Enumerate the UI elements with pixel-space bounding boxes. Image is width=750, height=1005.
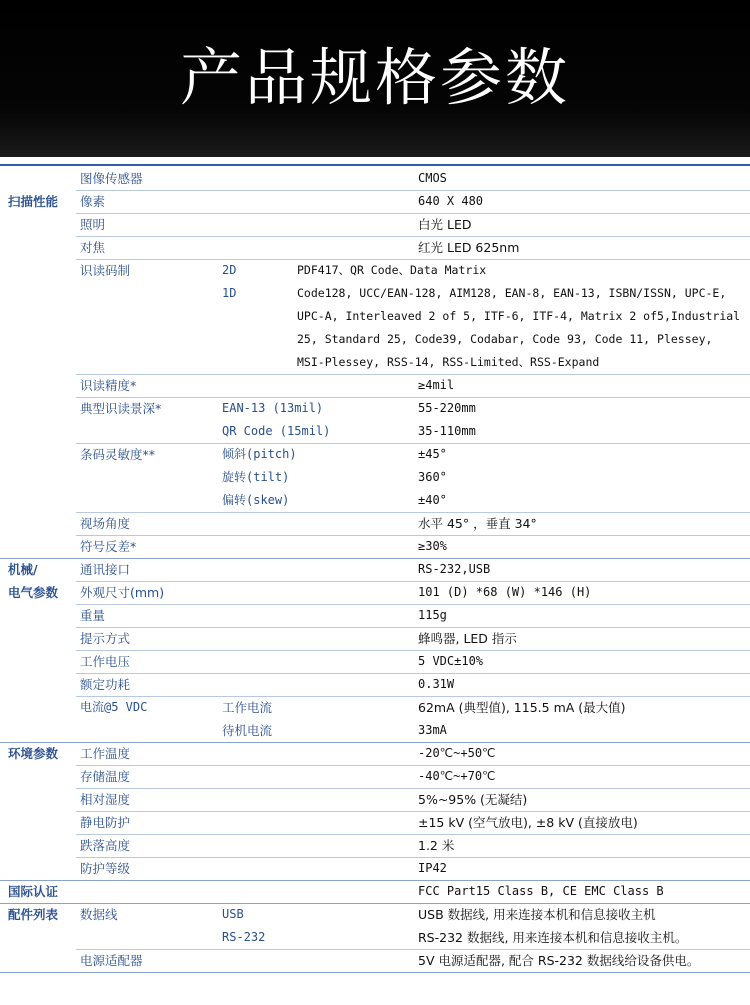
table-row — [0, 397, 750, 420]
table-row — [0, 558, 750, 581]
table-row — [0, 466, 750, 489]
sub-label: 2D — [222, 263, 237, 277]
table-row — [0, 535, 750, 558]
item-value: ±40° — [418, 493, 447, 507]
table-row — [0, 627, 750, 650]
table-row — [0, 282, 750, 305]
group-label-mech: 机械/ — [8, 562, 38, 577]
sub-label: 偏转(skew) — [222, 493, 290, 507]
item-value: -40℃~+70℃ — [418, 769, 496, 783]
item-label: 电流@5 VDC — [80, 700, 148, 714]
item-label: 照明 — [80, 217, 106, 232]
item-value: 25, Standard 25, Code39, Codabar, Code 93, Code 11, Plessey, — [297, 332, 713, 346]
item-value: USB 数据线, 用来连接本机和信息接收主机 — [418, 907, 656, 922]
table-row — [0, 420, 750, 443]
group-label-scan: 扫描性能 — [8, 194, 59, 209]
table-row — [0, 650, 750, 673]
sub-label: 待机电流 — [222, 723, 273, 738]
item-label: 重量 — [80, 608, 106, 623]
table-row — [0, 765, 750, 788]
table-row — [0, 949, 750, 972]
sub-label: 工作电流 — [222, 700, 273, 715]
sub-label: EAN-13 (13mil) — [222, 401, 324, 415]
item-label: 电源适配器 — [80, 953, 143, 968]
table-row — [0, 581, 750, 604]
item-value: 白光 LED — [418, 217, 472, 232]
table-row — [0, 213, 750, 236]
item-value: ≥30% — [418, 539, 447, 553]
table-row — [0, 903, 750, 926]
table-row — [0, 328, 750, 351]
item-value: Code128, UCC/EAN-128, AIM128, EAN-8, EAN-13, ISBN/ISSN, UPC-E, — [297, 286, 727, 300]
item-label: 工作温度 — [80, 746, 131, 761]
item-value: IP42 — [418, 861, 447, 875]
page-title: 产品规格参数 — [179, 41, 570, 114]
header-banner — [0, 0, 750, 157]
item-label: 跌落高度 — [80, 838, 131, 853]
item-label: 提示方式 — [80, 631, 131, 646]
item-value: 0.31W — [418, 677, 455, 691]
item-value: 1.2 米 — [418, 838, 455, 853]
item-value: 101 (D) *68 (W) *146 (H) — [418, 585, 592, 599]
item-value: MSI-Plessey, RSS-14, RSS-Limited、RSS-Expand — [297, 355, 600, 369]
table-row — [0, 351, 750, 374]
table-row — [0, 857, 750, 880]
table-row — [0, 374, 750, 397]
item-value: 33mA — [418, 723, 447, 737]
item-value: PDF417、QR Code、Data Matrix — [297, 263, 487, 277]
item-label: 工作电压 — [80, 654, 131, 669]
table-bottom-rule — [0, 972, 750, 974]
item-value: 115g — [418, 608, 447, 622]
table-row — [0, 443, 750, 466]
item-value: 62mA (典型值), 115.5 mA (最大值) — [418, 700, 626, 715]
group-label-mech-2: 电气参数 — [8, 585, 59, 600]
item-label: 静电防护 — [80, 815, 131, 830]
table-row — [0, 926, 750, 949]
item-value: 360° — [418, 470, 447, 484]
table-row — [0, 512, 750, 535]
item-value: FCC Part15 Class B, CE EMC Class B — [418, 884, 664, 898]
sub-label: QR Code (15mil) — [222, 424, 331, 438]
table-row — [0, 604, 750, 627]
item-value: UPC-A, Interleaved 2 of 5, ITF-6, ITF-4, Matrix 2 of5,Industrial — [297, 309, 741, 323]
group-label-env: 环境参数 — [8, 746, 59, 761]
table-row — [0, 167, 750, 190]
item-label: 额定功耗 — [80, 677, 131, 692]
table-row — [0, 811, 750, 834]
item-value: ≥4mil — [418, 378, 455, 392]
item-value: 55-220mm — [418, 401, 476, 415]
spec-table — [0, 167, 750, 974]
item-value: ±15 kV (空气放电), ±8 kV (直接放电) — [418, 815, 638, 830]
table-row — [0, 834, 750, 857]
item-label: 图像传感器 — [80, 171, 143, 186]
item-label: 存储温度 — [80, 769, 131, 784]
divider — [0, 157, 750, 165]
item-value: 5V 电源适配器, 配合 RS-232 数据线给设备供电。 — [418, 953, 700, 968]
sub-label: 倾斜(pitch) — [222, 447, 297, 461]
table-row — [0, 190, 750, 213]
sub-label: 1D — [222, 286, 237, 300]
item-label: 防护等级 — [80, 861, 131, 876]
item-label: 视场角度 — [80, 516, 131, 531]
table-row — [0, 489, 750, 512]
item-value: 蜂鸣器, LED 指示 — [418, 631, 517, 646]
table-row — [0, 742, 750, 765]
item-label: 对焦 — [80, 240, 106, 255]
sub-label: USB — [222, 907, 244, 921]
item-value: 640 X 480 — [418, 194, 484, 208]
item-label: 通讯接口 — [80, 562, 131, 577]
item-label: 数据线 — [80, 907, 118, 922]
item-label: 像素 — [80, 194, 106, 209]
item-label: 外观尺寸(mm) — [80, 585, 165, 600]
table-row — [0, 719, 750, 742]
table-row — [0, 696, 750, 719]
table-row — [0, 788, 750, 811]
item-value: CMOS — [418, 171, 447, 185]
item-value: 水平 45° ，垂直 34° — [418, 516, 537, 531]
table-row — [0, 305, 750, 328]
table-row — [0, 673, 750, 696]
item-value: 5%~95% (无凝结) — [418, 792, 528, 807]
sub-label: 旋转(tilt) — [222, 470, 290, 484]
item-value: 5 VDC±10% — [418, 654, 484, 668]
table-row — [0, 259, 750, 282]
item-label: 识读码制 — [80, 263, 131, 278]
group-label-cert: 国际认证 — [8, 884, 59, 899]
item-value: 红光 LED 625nm — [418, 240, 520, 255]
item-value: 35-110mm — [418, 424, 476, 438]
item-label: 识读精度* — [80, 378, 137, 393]
item-label: 符号反差* — [80, 539, 137, 554]
group-label-acc: 配件列表 — [8, 907, 59, 922]
item-value: -20℃~+50℃ — [418, 746, 496, 760]
sub-label: RS-232 — [222, 930, 266, 944]
item-label: 典型识读景深* — [80, 401, 162, 416]
item-label: 相对湿度 — [80, 792, 131, 807]
table-row — [0, 880, 750, 903]
table-row — [0, 236, 750, 259]
item-value: RS-232 数据线, 用来连接本机和信息接收主机。 — [418, 930, 688, 945]
item-label: 条码灵敏度** — [80, 447, 156, 462]
item-value: RS-232,USB — [418, 562, 491, 576]
item-value: ±45° — [418, 447, 447, 461]
